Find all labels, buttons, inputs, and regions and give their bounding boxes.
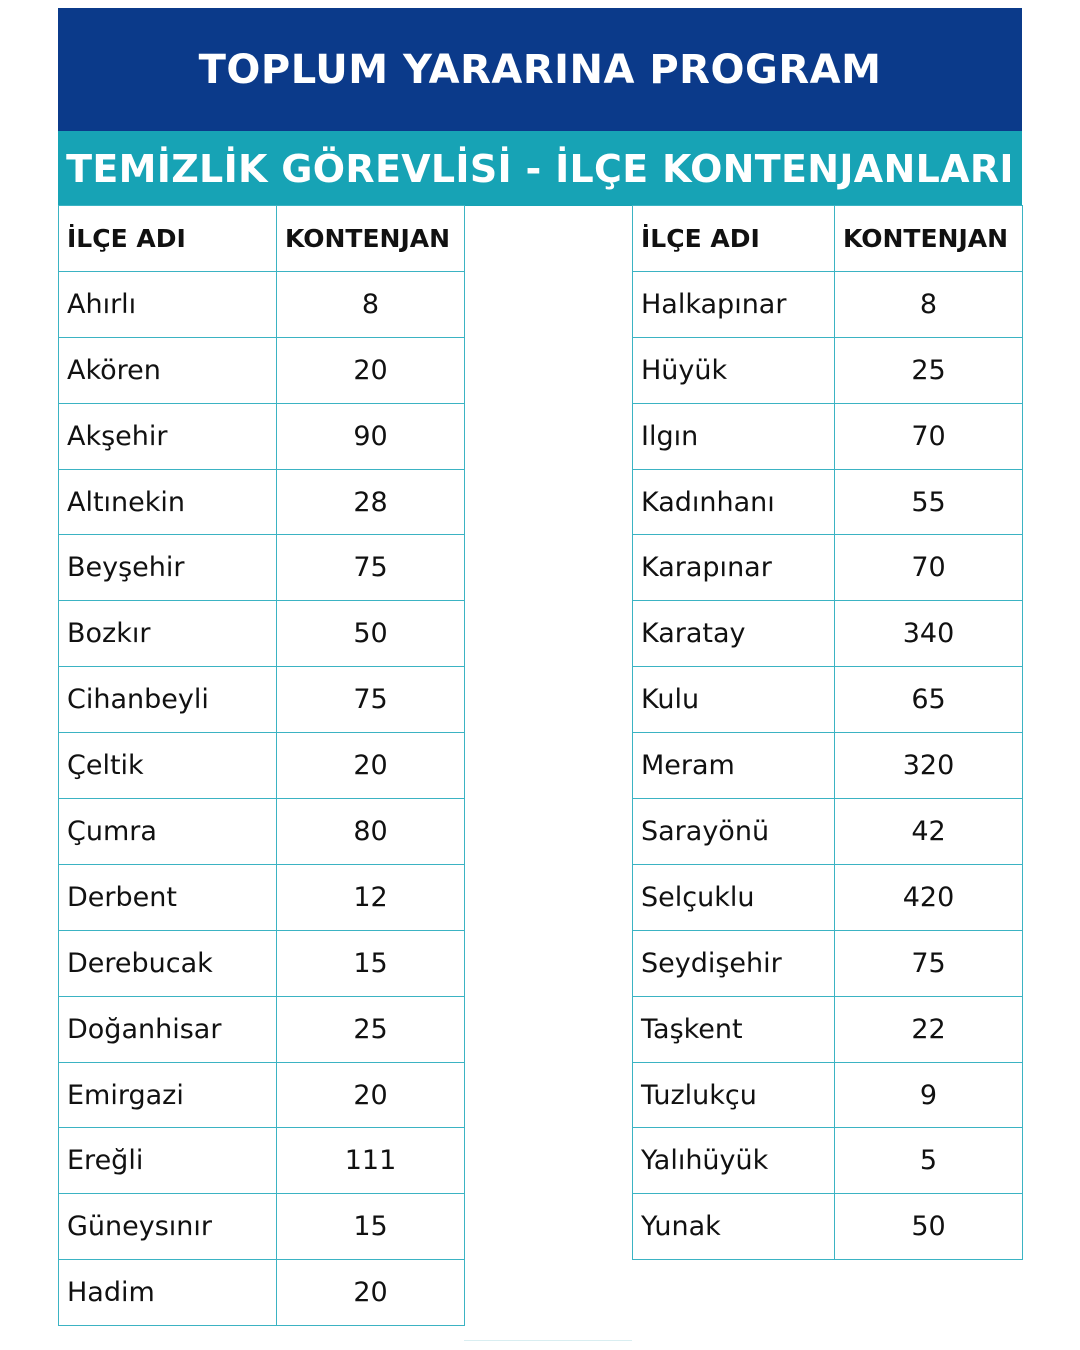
column-header-district: İLÇE ADI [633, 206, 835, 272]
page-title: TOPLUM YARARINA PROGRAM [198, 46, 882, 93]
column-header-quota: KONTENJAN [277, 206, 465, 272]
quota-value-cell: 42 [835, 799, 1023, 865]
quota-value-cell: 8 [835, 271, 1023, 337]
table-row [59, 1194, 465, 1260]
table-row [59, 733, 465, 799]
table-row [633, 667, 1023, 733]
title-banner [58, 8, 1022, 131]
table-row [633, 733, 1023, 799]
left-quota-table [58, 205, 465, 1326]
quota-value-cell: 420 [835, 864, 1023, 930]
table-row [633, 535, 1023, 601]
quota-value-cell: 28 [277, 469, 465, 535]
district-name-cell: Taşkent [633, 996, 835, 1062]
district-name-cell: Seydişehir [633, 930, 835, 996]
district-name-cell: Çumra [59, 799, 277, 865]
right-quota-table [632, 205, 1023, 1260]
district-name-cell: Yalıhüyük [633, 1128, 835, 1194]
quota-value-cell: 22 [835, 996, 1023, 1062]
table-row [59, 271, 465, 337]
table-row [59, 469, 465, 535]
table-row [59, 996, 465, 1062]
district-name-cell: Yunak [633, 1194, 835, 1260]
table-row [59, 667, 465, 733]
table-row [59, 337, 465, 403]
district-name-cell: Bozkır [59, 601, 277, 667]
quota-value-cell: 75 [835, 930, 1023, 996]
district-name-cell: Beyşehir [59, 535, 277, 601]
district-name-cell: Derbent [59, 864, 277, 930]
left-table-body [59, 206, 465, 1326]
district-name-cell: Derebucak [59, 930, 277, 996]
district-name-cell: Selçuklu [633, 864, 835, 930]
district-name-cell: Karapınar [633, 535, 835, 601]
subtitle-banner [58, 131, 1022, 206]
table-row [59, 930, 465, 996]
table-row [633, 996, 1023, 1062]
quota-value-cell: 25 [277, 996, 465, 1062]
district-name-cell: Çeltik [59, 733, 277, 799]
quota-value-cell: 90 [277, 403, 465, 469]
quota-value-cell: 75 [277, 667, 465, 733]
quota-value-cell: 12 [277, 864, 465, 930]
table-header-row [633, 206, 1023, 272]
quota-value-cell: 20 [277, 337, 465, 403]
district-name-cell: Halkapınar [633, 271, 835, 337]
table-row [633, 864, 1023, 930]
district-name-cell: Doğanhisar [59, 996, 277, 1062]
district-name-cell: Altınekin [59, 469, 277, 535]
quota-value-cell: 80 [277, 799, 465, 865]
quota-value-cell: 20 [277, 733, 465, 799]
quota-value-cell: 111 [277, 1128, 465, 1194]
quota-value-cell: 320 [835, 733, 1023, 799]
quota-value-cell: 70 [835, 535, 1023, 601]
bottom-divider [464, 1340, 632, 1341]
quota-value-cell: 65 [835, 667, 1023, 733]
quota-value-cell: 340 [835, 601, 1023, 667]
quota-value-cell: 9 [835, 1062, 1023, 1128]
table-row [633, 930, 1023, 996]
table-row [633, 1062, 1023, 1128]
right-table-body [633, 206, 1023, 1260]
quota-value-cell: 20 [277, 1062, 465, 1128]
district-name-cell: Hüyük [633, 337, 835, 403]
district-name-cell: Akşehir [59, 403, 277, 469]
district-name-cell: Meram [633, 733, 835, 799]
table-row [633, 337, 1023, 403]
quota-value-cell: 15 [277, 930, 465, 996]
quota-value-cell: 55 [835, 469, 1023, 535]
district-name-cell: Emirgazi [59, 1062, 277, 1128]
table-row [59, 1128, 465, 1194]
table-row [633, 469, 1023, 535]
table-row [633, 601, 1023, 667]
district-name-cell: Akören [59, 337, 277, 403]
district-name-cell: Sarayönü [633, 799, 835, 865]
district-name-cell: Ereğli [59, 1128, 277, 1194]
quota-value-cell: 20 [277, 1260, 465, 1326]
table-row [59, 1260, 465, 1326]
page-subtitle: TEMİZLİK GÖREVLİSİ - İLÇE KONTENJANLARI [66, 146, 1014, 191]
district-name-cell: Kadınhanı [633, 469, 835, 535]
quota-value-cell: 70 [835, 403, 1023, 469]
column-header-district: İLÇE ADI [59, 206, 277, 272]
district-name-cell: Hadim [59, 1260, 277, 1326]
table-row [59, 799, 465, 865]
table-row [633, 1128, 1023, 1194]
quota-value-cell: 75 [277, 535, 465, 601]
quota-value-cell: 50 [835, 1194, 1023, 1260]
table-row [633, 403, 1023, 469]
quota-value-cell: 8 [277, 271, 465, 337]
quota-value-cell: 25 [835, 337, 1023, 403]
table-row [59, 535, 465, 601]
table-row [59, 864, 465, 930]
district-name-cell: Ahırlı [59, 271, 277, 337]
district-name-cell: Kulu [633, 667, 835, 733]
district-name-cell: Cihanbeyli [59, 667, 277, 733]
district-name-cell: Güneysınır [59, 1194, 277, 1260]
quota-value-cell: 5 [835, 1128, 1023, 1194]
district-name-cell: Karatay [633, 601, 835, 667]
table-row [59, 403, 465, 469]
table-row [633, 799, 1023, 865]
district-name-cell: Ilgın [633, 403, 835, 469]
table-row [59, 1062, 465, 1128]
table-header-row [59, 206, 465, 272]
quota-value-cell: 50 [277, 601, 465, 667]
table-row [633, 271, 1023, 337]
district-name-cell: Tuzlukçu [633, 1062, 835, 1128]
table-row [59, 601, 465, 667]
table-row [633, 1194, 1023, 1260]
column-header-quota: KONTENJAN [835, 206, 1023, 272]
quota-value-cell: 15 [277, 1194, 465, 1260]
